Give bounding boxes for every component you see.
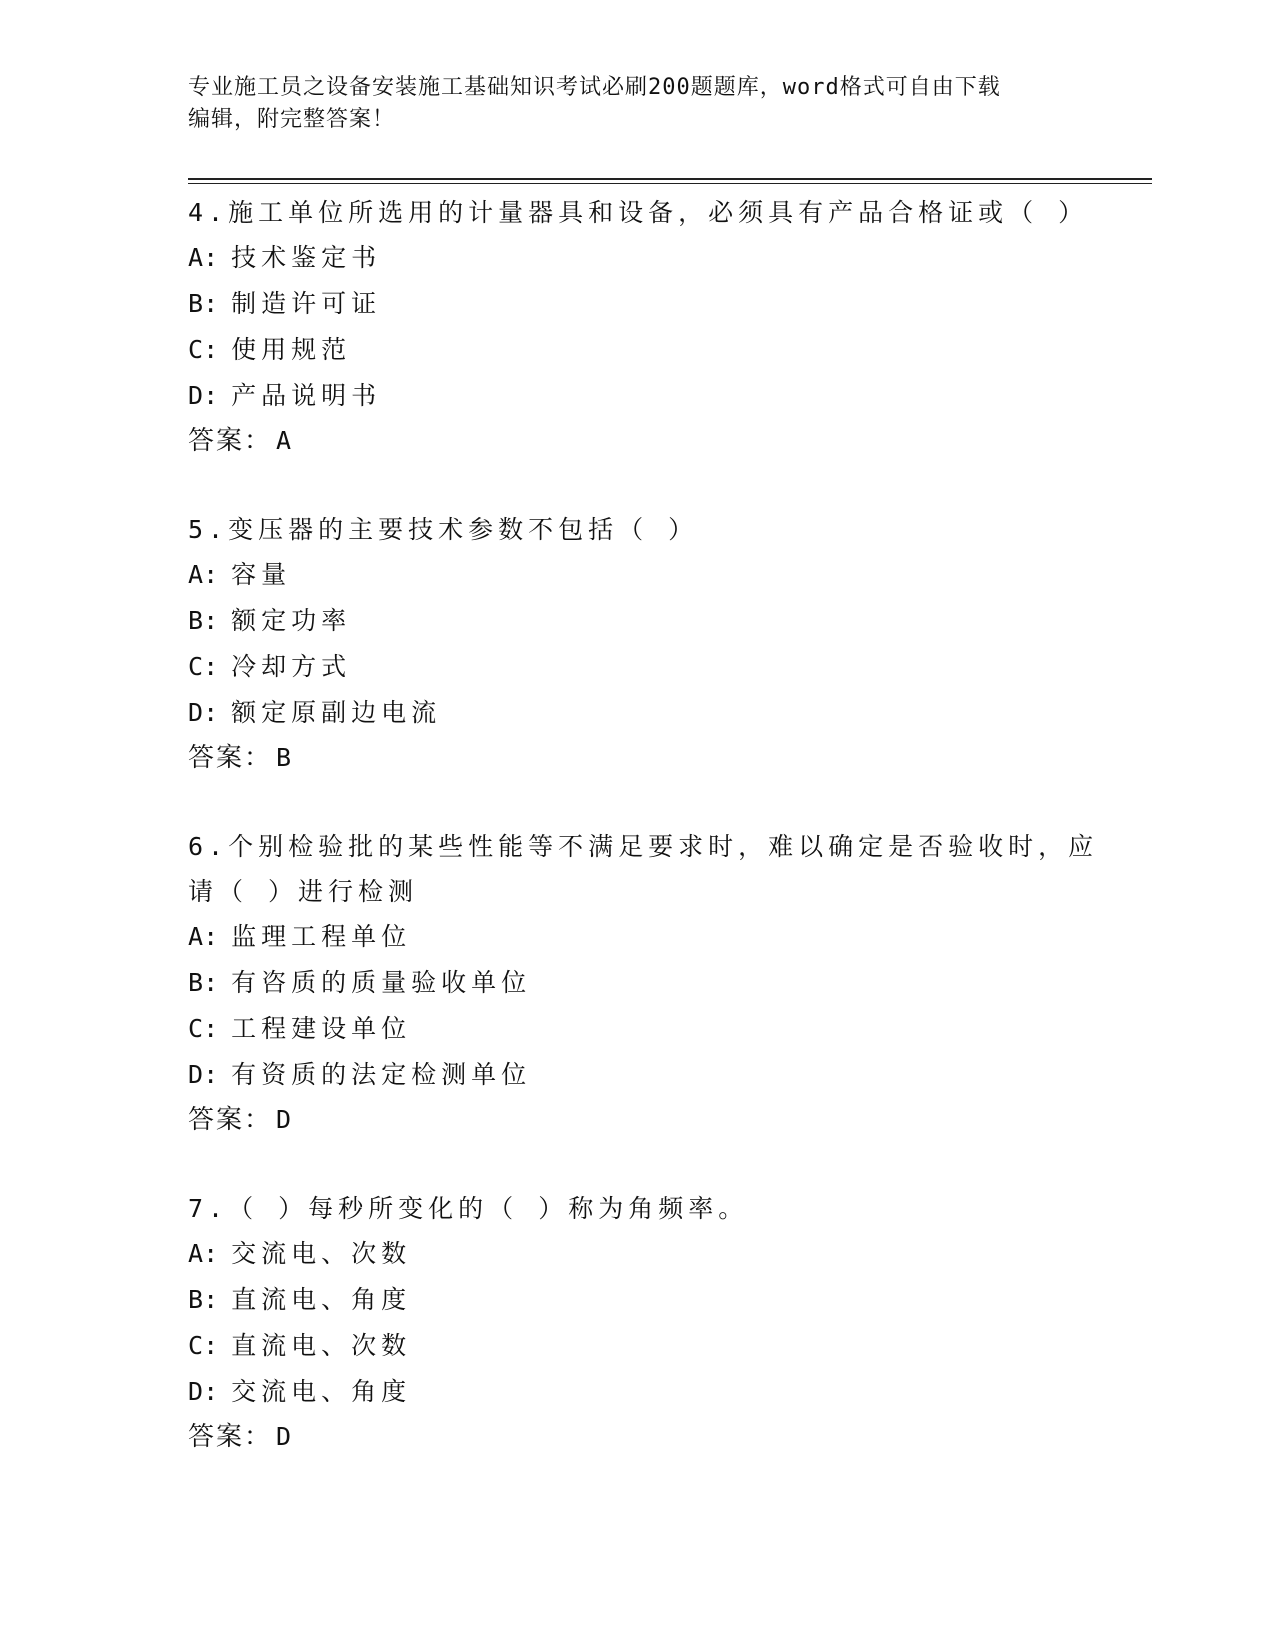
option-text: 直流电、角度 xyxy=(231,1285,412,1314)
question-list xyxy=(188,190,1108,1503)
answer-line: 答案： A xyxy=(188,426,292,456)
option-text: 监理工程单位 xyxy=(231,922,412,951)
option-letter: B xyxy=(188,289,204,318)
question-item xyxy=(188,824,1108,1142)
option-letter: D xyxy=(188,1377,204,1406)
option-d: D: 有资质的法定检测单位 xyxy=(188,1052,1108,1098)
option-c: C: 工程建设单位 xyxy=(188,1006,1108,1052)
option-b: B: 制造许可证 xyxy=(188,281,1108,327)
option-text: 直流电、次数 xyxy=(231,1331,412,1360)
option-letter: C xyxy=(188,335,204,364)
option-text: 额定功率 xyxy=(231,606,352,635)
answer-value: A xyxy=(276,426,292,455)
question-stem: 5.变压器的主要技术参数不包括（ ） xyxy=(188,515,699,544)
option-letter: A xyxy=(188,1239,204,1268)
option-letter: A xyxy=(188,922,204,951)
option-text: 交流电、角度 xyxy=(231,1377,412,1406)
answer-value: D xyxy=(276,1105,292,1134)
header-divider-thick xyxy=(188,178,1152,180)
option-d: D: 产品说明书 xyxy=(188,373,1108,419)
option-b: B: 额定功率 xyxy=(188,598,1108,644)
option-letter: A xyxy=(188,560,204,589)
option-b: B: 直流电、角度 xyxy=(188,1277,1108,1323)
option-letter: C xyxy=(188,652,204,681)
answer-label: 答案 xyxy=(188,426,245,456)
option-a: A: 技术鉴定书 xyxy=(188,235,1108,281)
option-text: 制造许可证 xyxy=(231,289,382,318)
option-letter: D xyxy=(188,1060,204,1089)
option-text: 技术鉴定书 xyxy=(231,243,382,272)
option-text: 有资质的法定检测单位 xyxy=(231,1060,532,1089)
option-letter: D xyxy=(188,381,204,410)
header-divider-thin xyxy=(188,183,1152,184)
header-line-1: 专业施工员之设备安装施工基础知识考试必刷200题题库，word格式可自由下载 xyxy=(188,75,1001,100)
option-text: 交流电、次数 xyxy=(231,1239,412,1268)
answer-line: 答案： B xyxy=(188,743,292,773)
option-text: 工程建设单位 xyxy=(231,1014,412,1043)
option-letter: C xyxy=(188,1014,204,1043)
option-letter: A xyxy=(188,243,204,272)
question-item xyxy=(188,1186,1108,1459)
option-letter: B xyxy=(188,968,204,997)
header-line-2: 编辑，附完整答案！ xyxy=(188,107,396,132)
question-stem: 4.施工单位所选用的计量器具和设备，必须具有产品合格证或（ ） xyxy=(188,198,1089,227)
question-stem: 7.（ ）每秒所变化的（ ）称为角频率。 xyxy=(188,1194,749,1223)
answer-value: B xyxy=(276,743,292,772)
option-c: C: 直流电、次数 xyxy=(188,1323,1108,1369)
answer-label: 答案 xyxy=(188,1105,245,1135)
question-item xyxy=(188,190,1108,463)
question-stem: 6.个别检验批的某些性能等不满足要求时，难以确定是否验收时，应请（ ）进行检测 xyxy=(188,832,1099,906)
question-item xyxy=(188,507,1108,780)
option-a: A: 容量 xyxy=(188,552,1108,598)
answer-line: 答案： D xyxy=(188,1422,292,1452)
answer-value: D xyxy=(276,1422,292,1451)
option-d: D: 交流电、角度 xyxy=(188,1369,1108,1415)
option-text: 有咨质的质量验收单位 xyxy=(231,968,532,997)
option-text: 容量 xyxy=(231,560,292,589)
answer-label: 答案 xyxy=(188,1422,245,1452)
option-letter: B xyxy=(188,606,204,635)
option-a: A: 监理工程单位 xyxy=(188,914,1108,960)
option-letter: C xyxy=(188,1331,204,1360)
option-c: C: 冷却方式 xyxy=(188,644,1108,690)
option-d: D: 额定原副边电流 xyxy=(188,690,1108,736)
option-text: 额定原副边电流 xyxy=(231,698,442,727)
option-letter: B xyxy=(188,1285,204,1314)
answer-line: 答案： D xyxy=(188,1105,292,1135)
option-a: A: 交流电、次数 xyxy=(188,1231,1108,1277)
option-c: C: 使用规范 xyxy=(188,327,1108,373)
document-header xyxy=(188,72,1068,136)
option-b: B: 有咨质的质量验收单位 xyxy=(188,960,1108,1006)
option-text: 冷却方式 xyxy=(231,652,352,681)
option-text: 使用规范 xyxy=(231,335,352,364)
answer-label: 答案 xyxy=(188,743,245,773)
option-text: 产品说明书 xyxy=(231,381,382,410)
option-letter: D xyxy=(188,698,204,727)
